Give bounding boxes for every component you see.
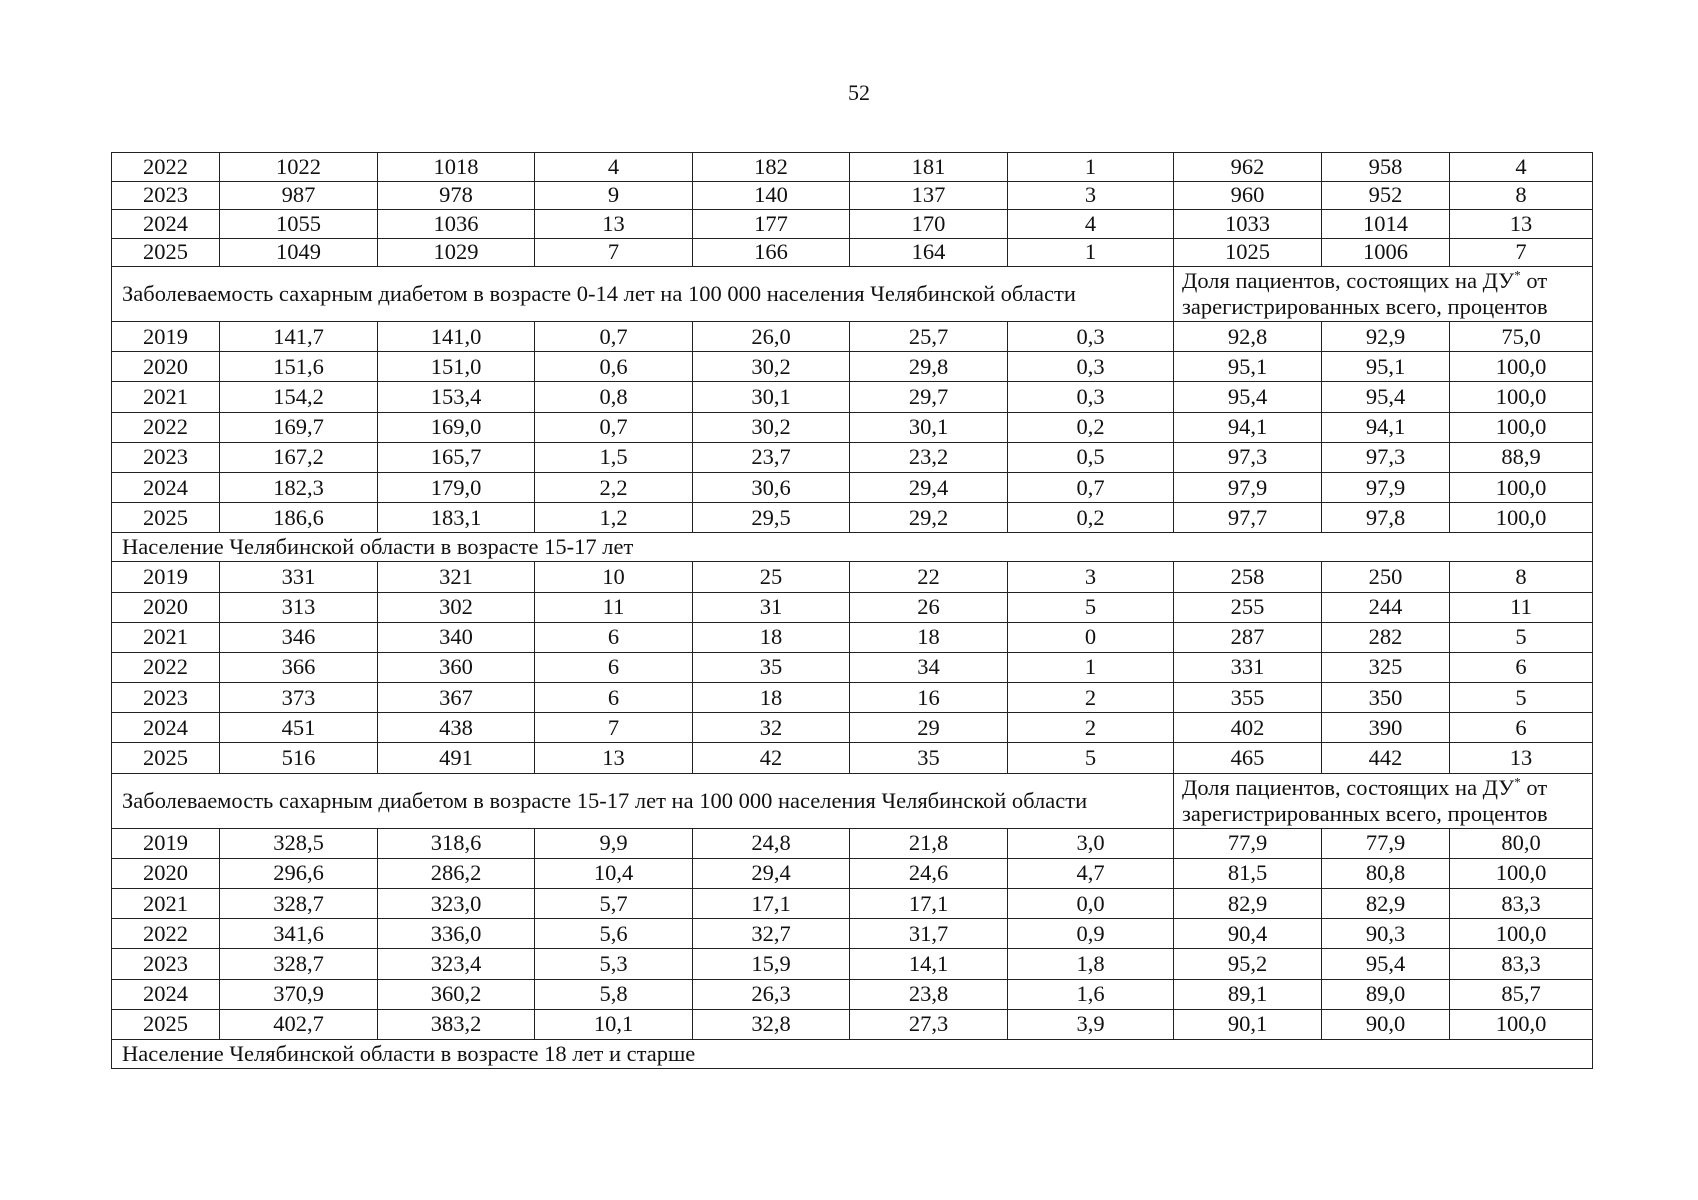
value-cell: 978	[378, 181, 535, 210]
year-cell: 2019	[112, 322, 220, 352]
table-row	[112, 652, 1593, 682]
value-cell: 366	[220, 652, 378, 682]
value-cell: 82,9	[1322, 889, 1450, 919]
value-cell: 24,8	[693, 828, 850, 858]
value-cell: 85,7	[1450, 979, 1593, 1009]
value-cell: 491	[378, 743, 535, 773]
section-title: Заболеваемость сахарным диабетом в возрасте 0-14 лет на 100 000 населения Челябинской области	[112, 267, 1174, 322]
section-title-right	[1174, 267, 1593, 322]
value-cell: 81,5	[1174, 858, 1322, 888]
year-cell: 2025	[112, 1009, 220, 1039]
value-cell: 336,0	[378, 919, 535, 949]
value-cell: 97,9	[1322, 472, 1450, 502]
value-cell: 346	[220, 622, 378, 652]
value-cell: 0,9	[1008, 919, 1174, 949]
value-cell: 18	[693, 683, 850, 713]
value-cell: 1022	[220, 153, 378, 182]
section-header-row	[112, 773, 1593, 828]
value-cell: 987	[220, 181, 378, 210]
value-cell: 153,4	[378, 382, 535, 412]
value-cell: 0,3	[1008, 322, 1174, 352]
value-cell: 13	[535, 743, 693, 773]
value-cell: 181	[850, 153, 1008, 182]
value-cell: 186,6	[220, 503, 378, 533]
value-cell: 22	[850, 562, 1008, 592]
value-cell: 151,6	[220, 352, 378, 382]
year-cell: 2025	[112, 503, 220, 533]
value-cell: 1049	[220, 238, 378, 267]
value-cell: 80,8	[1322, 858, 1450, 888]
section-title: Население Челябинской области в возрасте 18 лет и старше	[112, 1039, 1593, 1068]
table-body	[112, 153, 1593, 1069]
footnote-mark: *	[1514, 267, 1521, 283]
value-cell: 140	[693, 181, 850, 210]
value-cell: 30,1	[850, 412, 1008, 442]
value-cell: 6	[535, 652, 693, 682]
value-cell: 165,7	[378, 442, 535, 472]
value-cell: 3,9	[1008, 1009, 1174, 1039]
value-cell: 5,3	[535, 949, 693, 979]
value-cell: 11	[535, 592, 693, 622]
value-cell: 35	[850, 743, 1008, 773]
table-row	[112, 153, 1593, 182]
value-cell: 169,7	[220, 412, 378, 442]
value-cell: 360	[378, 652, 535, 682]
value-cell: 4	[1008, 210, 1174, 239]
value-cell: 97,3	[1322, 442, 1450, 472]
value-cell: 5	[1008, 743, 1174, 773]
value-cell: 360,2	[378, 979, 535, 1009]
title-text: Доля пациентов, состоящих на ДУ	[1182, 268, 1515, 293]
year-cell: 2024	[112, 979, 220, 1009]
value-cell: 32	[693, 713, 850, 743]
table-row	[112, 181, 1593, 210]
value-cell: 4,7	[1008, 858, 1174, 888]
statistics-table	[111, 152, 1593, 1069]
value-cell: 100,0	[1450, 1009, 1593, 1039]
year-cell: 2022	[112, 919, 220, 949]
page-number: 52	[848, 80, 870, 105]
table-row	[112, 919, 1593, 949]
year-cell: 2019	[112, 562, 220, 592]
value-cell: 4	[535, 153, 693, 182]
value-cell: 5,8	[535, 979, 693, 1009]
value-cell: 15,9	[693, 949, 850, 979]
value-cell: 88,9	[1450, 442, 1593, 472]
value-cell: 75,0	[1450, 322, 1593, 352]
table-row	[112, 210, 1593, 239]
value-cell: 94,1	[1174, 412, 1322, 442]
table-row	[112, 683, 1593, 713]
value-cell: 1	[1008, 652, 1174, 682]
value-cell: 89,0	[1322, 979, 1450, 1009]
year-cell: 2024	[112, 210, 220, 239]
value-cell: 89,1	[1174, 979, 1322, 1009]
value-cell: 13	[535, 210, 693, 239]
value-cell: 17,1	[850, 889, 1008, 919]
value-cell: 3,0	[1008, 828, 1174, 858]
value-cell: 77,9	[1322, 828, 1450, 858]
value-cell: 516	[220, 743, 378, 773]
value-cell: 29,7	[850, 382, 1008, 412]
value-cell: 390	[1322, 713, 1450, 743]
value-cell: 90,1	[1174, 1009, 1322, 1039]
value-cell: 35	[693, 652, 850, 682]
value-cell: 1036	[378, 210, 535, 239]
value-cell: 100,0	[1450, 472, 1593, 502]
value-cell: 5	[1008, 592, 1174, 622]
value-cell: 23,8	[850, 979, 1008, 1009]
value-cell: 100,0	[1450, 412, 1593, 442]
value-cell: 258	[1174, 562, 1322, 592]
year-cell: 2020	[112, 592, 220, 622]
value-cell: 373	[220, 683, 378, 713]
table-row	[112, 622, 1593, 652]
table-row	[112, 412, 1593, 442]
value-cell: 0,7	[535, 412, 693, 442]
table-row	[112, 1009, 1593, 1039]
value-cell: 24,6	[850, 858, 1008, 888]
table-row	[112, 352, 1593, 382]
value-cell: 350	[1322, 683, 1450, 713]
value-cell: 95,1	[1174, 352, 1322, 382]
value-cell: 100,0	[1450, 382, 1593, 412]
value-cell: 296,6	[220, 858, 378, 888]
value-cell: 960	[1174, 181, 1322, 210]
value-cell: 27,3	[850, 1009, 1008, 1039]
value-cell: 0	[1008, 622, 1174, 652]
value-cell: 95,4	[1322, 382, 1450, 412]
value-cell: 167,2	[220, 442, 378, 472]
value-cell: 183,1	[378, 503, 535, 533]
value-cell: 6	[535, 683, 693, 713]
table-row	[112, 979, 1593, 1009]
value-cell: 90,3	[1322, 919, 1450, 949]
value-cell: 29,8	[850, 352, 1008, 382]
value-cell: 1006	[1322, 238, 1450, 267]
value-cell: 26,0	[693, 322, 850, 352]
value-cell: 2,2	[535, 472, 693, 502]
value-cell: 18	[693, 622, 850, 652]
title-text: от зарегистрированных всего, процентов	[1182, 774, 1548, 826]
value-cell: 95,4	[1322, 949, 1450, 979]
value-cell: 7	[535, 713, 693, 743]
value-cell: 95,4	[1174, 382, 1322, 412]
title-text: от зарегистрированных всего, процентов	[1182, 268, 1548, 319]
value-cell: 1029	[378, 238, 535, 267]
value-cell: 30,2	[693, 412, 850, 442]
value-cell: 3	[1008, 181, 1174, 210]
value-cell: 16	[850, 683, 1008, 713]
value-cell: 32,7	[693, 919, 850, 949]
value-cell: 179,0	[378, 472, 535, 502]
value-cell: 82,9	[1174, 889, 1322, 919]
value-cell: 442	[1322, 743, 1450, 773]
value-cell: 31	[693, 592, 850, 622]
value-cell: 1	[1008, 153, 1174, 182]
value-cell: 328,5	[220, 828, 378, 858]
value-cell: 154,2	[220, 382, 378, 412]
year-cell: 2020	[112, 858, 220, 888]
section-title-right	[1174, 773, 1593, 828]
year-cell: 2022	[112, 652, 220, 682]
value-cell: 321	[378, 562, 535, 592]
value-cell: 14,1	[850, 949, 1008, 979]
year-cell: 2023	[112, 181, 220, 210]
value-cell: 0,3	[1008, 382, 1174, 412]
value-cell: 164	[850, 238, 1008, 267]
value-cell: 6	[1450, 652, 1593, 682]
value-cell: 340	[378, 622, 535, 652]
value-cell: 13	[1450, 210, 1593, 239]
value-cell: 0,2	[1008, 412, 1174, 442]
value-cell: 5,6	[535, 919, 693, 949]
value-cell: 5,7	[535, 889, 693, 919]
value-cell: 34	[850, 652, 1008, 682]
value-cell: 355	[1174, 683, 1322, 713]
value-cell: 151,0	[378, 352, 535, 382]
value-cell: 182	[693, 153, 850, 182]
year-cell: 2019	[112, 828, 220, 858]
value-cell: 32,8	[693, 1009, 850, 1039]
value-cell: 83,3	[1450, 949, 1593, 979]
value-cell: 2	[1008, 713, 1174, 743]
value-cell: 3	[1008, 562, 1174, 592]
value-cell: 0,2	[1008, 503, 1174, 533]
value-cell: 367	[378, 683, 535, 713]
value-cell: 0,5	[1008, 442, 1174, 472]
value-cell: 313	[220, 592, 378, 622]
value-cell: 4	[1450, 153, 1593, 182]
year-cell: 2025	[112, 238, 220, 267]
year-cell: 2023	[112, 442, 220, 472]
value-cell: 402,7	[220, 1009, 378, 1039]
value-cell: 1	[1008, 238, 1174, 267]
table-row	[112, 382, 1593, 412]
value-cell: 42	[693, 743, 850, 773]
year-cell: 2025	[112, 743, 220, 773]
value-cell: 451	[220, 713, 378, 743]
value-cell: 952	[1322, 181, 1450, 210]
value-cell: 7	[535, 238, 693, 267]
value-cell: 0,7	[535, 322, 693, 352]
value-cell: 438	[378, 713, 535, 743]
value-cell: 21,8	[850, 828, 1008, 858]
table-row	[112, 322, 1593, 352]
value-cell: 23,2	[850, 442, 1008, 472]
value-cell: 2	[1008, 683, 1174, 713]
value-cell: 383,2	[378, 1009, 535, 1039]
table-row	[112, 743, 1593, 773]
value-cell: 30,6	[693, 472, 850, 502]
value-cell: 370,9	[220, 979, 378, 1009]
value-cell: 80,0	[1450, 828, 1593, 858]
table-row	[112, 472, 1593, 502]
value-cell: 137	[850, 181, 1008, 210]
value-cell: 331	[220, 562, 378, 592]
value-cell: 177	[693, 210, 850, 239]
section-header-row	[112, 267, 1593, 322]
value-cell: 29,5	[693, 503, 850, 533]
value-cell: 7	[1450, 238, 1593, 267]
value-cell: 402	[1174, 713, 1322, 743]
table-row	[112, 503, 1593, 533]
value-cell: 100,0	[1450, 352, 1593, 382]
value-cell: 323,4	[378, 949, 535, 979]
value-cell: 1,6	[1008, 979, 1174, 1009]
value-cell: 282	[1322, 622, 1450, 652]
table-row	[112, 949, 1593, 979]
value-cell: 30,1	[693, 382, 850, 412]
value-cell: 23,7	[693, 442, 850, 472]
value-cell: 97,7	[1174, 503, 1322, 533]
section-header-row	[112, 533, 1593, 562]
value-cell: 1014	[1322, 210, 1450, 239]
value-cell: 244	[1322, 592, 1450, 622]
value-cell: 0,6	[535, 352, 693, 382]
value-cell: 95,2	[1174, 949, 1322, 979]
year-cell: 2022	[112, 412, 220, 442]
value-cell: 325	[1322, 652, 1450, 682]
value-cell: 141,7	[220, 322, 378, 352]
value-cell: 8	[1450, 181, 1593, 210]
year-cell: 2021	[112, 622, 220, 652]
value-cell: 77,9	[1174, 828, 1322, 858]
value-cell: 328,7	[220, 889, 378, 919]
value-cell: 0,3	[1008, 352, 1174, 382]
value-cell: 9,9	[535, 828, 693, 858]
value-cell: 1,5	[535, 442, 693, 472]
section-header-row	[112, 1039, 1593, 1068]
value-cell: 1033	[1174, 210, 1322, 239]
value-cell: 26	[850, 592, 1008, 622]
value-cell: 1055	[220, 210, 378, 239]
value-cell: 1018	[378, 153, 535, 182]
value-cell: 10,1	[535, 1009, 693, 1039]
value-cell: 30,2	[693, 352, 850, 382]
section-title: Заболеваемость сахарным диабетом в возрасте 15-17 лет на 100 000 населения Челябинской области	[112, 773, 1174, 828]
value-cell: 100,0	[1450, 503, 1593, 533]
value-cell: 26,3	[693, 979, 850, 1009]
value-cell: 0,0	[1008, 889, 1174, 919]
value-cell: 97,8	[1322, 503, 1450, 533]
table-row	[112, 562, 1593, 592]
value-cell: 9	[535, 181, 693, 210]
value-cell: 90,0	[1322, 1009, 1450, 1039]
value-cell: 83,3	[1450, 889, 1593, 919]
value-cell: 100,0	[1450, 858, 1593, 888]
value-cell: 323,0	[378, 889, 535, 919]
value-cell: 92,8	[1174, 322, 1322, 352]
year-cell: 2023	[112, 683, 220, 713]
value-cell: 286,2	[378, 858, 535, 888]
value-cell: 29,2	[850, 503, 1008, 533]
value-cell: 1025	[1174, 238, 1322, 267]
value-cell: 465	[1174, 743, 1322, 773]
section-title: Население Челябинской области в возрасте 15-17 лет	[112, 533, 1593, 562]
value-cell: 97,3	[1174, 442, 1322, 472]
value-cell: 25,7	[850, 322, 1008, 352]
table-row	[112, 592, 1593, 622]
value-cell: 962	[1174, 153, 1322, 182]
value-cell: 287	[1174, 622, 1322, 652]
value-cell: 166	[693, 238, 850, 267]
value-cell: 29,4	[693, 858, 850, 888]
value-cell: 8	[1450, 562, 1593, 592]
value-cell: 318,6	[378, 828, 535, 858]
value-cell: 100,0	[1450, 919, 1593, 949]
value-cell: 5	[1450, 622, 1593, 652]
value-cell: 94,1	[1322, 412, 1450, 442]
year-cell: 2021	[112, 382, 220, 412]
value-cell: 5	[1450, 683, 1593, 713]
value-cell: 6	[535, 622, 693, 652]
year-cell: 2022	[112, 153, 220, 182]
value-cell: 11	[1450, 592, 1593, 622]
value-cell: 958	[1322, 153, 1450, 182]
value-cell: 0,8	[535, 382, 693, 412]
value-cell: 170	[850, 210, 1008, 239]
footnote-mark: *	[1514, 774, 1521, 790]
value-cell: 13	[1450, 743, 1593, 773]
value-cell: 17,1	[693, 889, 850, 919]
value-cell: 255	[1174, 592, 1322, 622]
value-cell: 6	[1450, 713, 1593, 743]
value-cell: 29	[850, 713, 1008, 743]
year-cell: 2024	[112, 472, 220, 502]
value-cell: 18	[850, 622, 1008, 652]
value-cell: 328,7	[220, 949, 378, 979]
value-cell: 302	[378, 592, 535, 622]
value-cell: 10	[535, 562, 693, 592]
title-text: Доля пациентов, состоящих на ДУ	[1182, 774, 1515, 800]
value-cell: 97,9	[1174, 472, 1322, 502]
value-cell: 90,4	[1174, 919, 1322, 949]
value-cell: 182,3	[220, 472, 378, 502]
value-cell: 331	[1174, 652, 1322, 682]
value-cell: 0,7	[1008, 472, 1174, 502]
table-row	[112, 238, 1593, 267]
value-cell: 95,1	[1322, 352, 1450, 382]
year-cell: 2024	[112, 713, 220, 743]
year-cell: 2021	[112, 889, 220, 919]
value-cell: 250	[1322, 562, 1450, 592]
value-cell: 92,9	[1322, 322, 1450, 352]
value-cell: 25	[693, 562, 850, 592]
table-row	[112, 442, 1593, 472]
value-cell: 169,0	[378, 412, 535, 442]
value-cell: 1,8	[1008, 949, 1174, 979]
value-cell: 31,7	[850, 919, 1008, 949]
value-cell: 141,0	[378, 322, 535, 352]
value-cell: 29,4	[850, 472, 1008, 502]
year-cell: 2023	[112, 949, 220, 979]
value-cell: 341,6	[220, 919, 378, 949]
value-cell: 1,2	[535, 503, 693, 533]
table-row	[112, 713, 1593, 743]
table-row	[112, 828, 1593, 858]
table-row	[112, 858, 1593, 888]
value-cell: 10,4	[535, 858, 693, 888]
table-row	[112, 889, 1593, 919]
year-cell: 2020	[112, 352, 220, 382]
